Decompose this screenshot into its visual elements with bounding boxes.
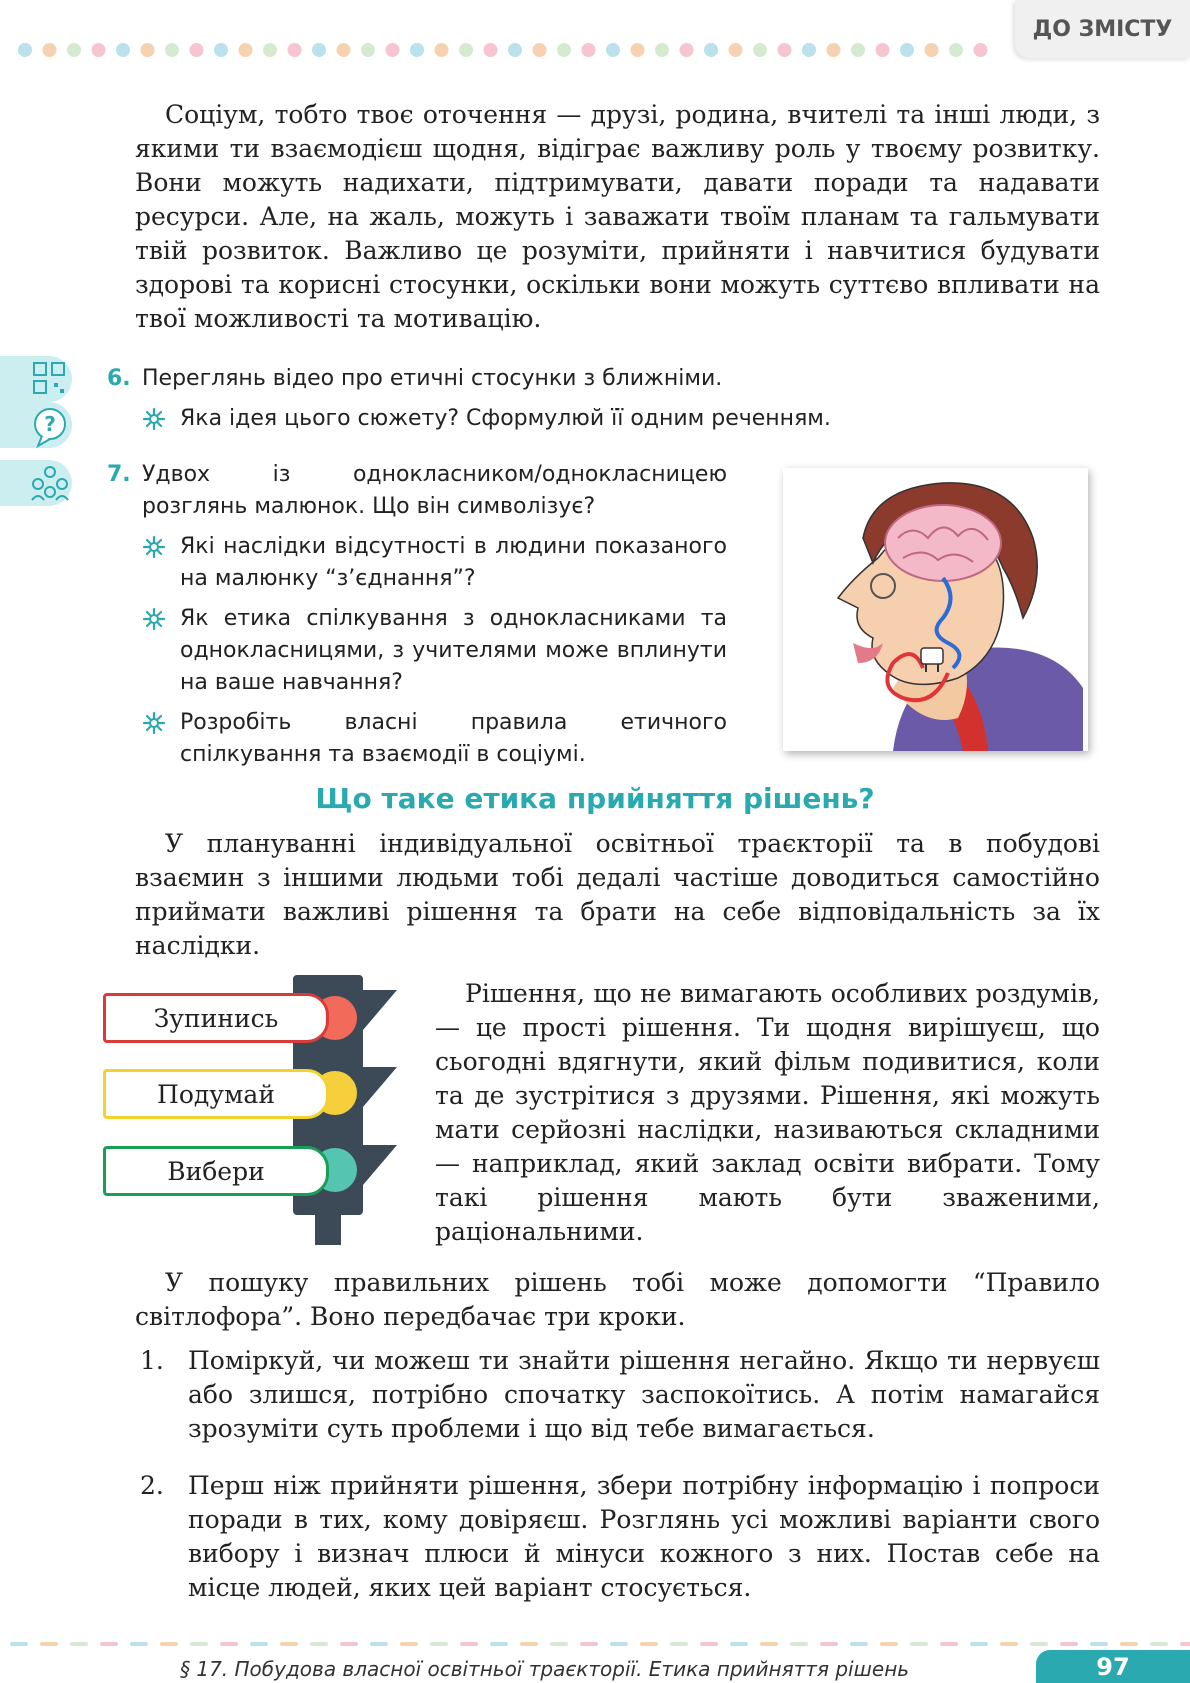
traffic-label-choose: Вибери bbox=[103, 1146, 329, 1196]
decorative-dot bbox=[165, 43, 179, 57]
decorative-dash bbox=[940, 1642, 958, 1646]
decorative-dash bbox=[580, 1642, 598, 1646]
decorative-dash bbox=[1060, 1642, 1078, 1646]
decorative-dot bbox=[974, 43, 988, 57]
decorative-dash bbox=[310, 1642, 328, 1646]
decorative-dash bbox=[190, 1642, 208, 1646]
decorative-dot bbox=[508, 43, 522, 57]
decorative-dot bbox=[949, 43, 963, 57]
task-7 bbox=[107, 459, 727, 771]
footer-chapter-title: § 17. Побудова власної освітньої траєкторії. Етика прийняття рішень bbox=[180, 1657, 910, 1681]
decorative-dot bbox=[337, 43, 351, 57]
decorative-dot bbox=[729, 43, 743, 57]
decorative-dot bbox=[214, 43, 228, 57]
bullet-text: Яка ідея цього сюжету? Сформулюй її одним реченням. bbox=[180, 406, 831, 431]
decorative-dot bbox=[655, 43, 669, 57]
decorative-dash bbox=[910, 1642, 928, 1646]
decorative-dash bbox=[160, 1642, 178, 1646]
sparkle-icon bbox=[142, 607, 166, 631]
decorative-dot bbox=[435, 43, 449, 57]
decorative-dash bbox=[790, 1642, 808, 1646]
bullet-text: Розробіть власні правила етичного спілкування та взаємодії в соціумі. bbox=[180, 710, 727, 767]
decorative-dash bbox=[430, 1642, 448, 1646]
decorative-dot bbox=[410, 43, 424, 57]
decorative-dash bbox=[100, 1642, 118, 1646]
decorative-dash bbox=[460, 1642, 478, 1646]
decorative-dash bbox=[880, 1642, 898, 1646]
sparkle-icon bbox=[142, 535, 166, 559]
decorative-dot bbox=[533, 43, 547, 57]
decorative-dash bbox=[760, 1642, 778, 1646]
decorative-dash bbox=[520, 1642, 538, 1646]
decorative-dash bbox=[670, 1642, 688, 1646]
question-icon bbox=[30, 406, 70, 448]
group-work-icon bbox=[30, 464, 70, 502]
task-6 bbox=[107, 363, 1042, 435]
decorative-dash bbox=[220, 1642, 238, 1646]
step-number: 1. bbox=[140, 1346, 164, 1375]
decorative-dot bbox=[18, 43, 32, 57]
decorative-dot bbox=[141, 43, 155, 57]
decorative-dash bbox=[730, 1642, 748, 1646]
step-1 bbox=[140, 1344, 1100, 1446]
decorative-dash bbox=[1150, 1642, 1168, 1646]
task-number: 7. bbox=[107, 462, 131, 487]
section-paragraph-2: Рішення, що не вимагають особливих роздумів, — це прості рішення. Ти щодня вирішуєш, що сьогодні вдягнути, який фільм подивитися, коли та де зустрітися з друзями. Рішення, які можуть мати серйозні наслідки, називаються складними — наприклад, який заклад освіти вибрати. Тому такі рішення мають бути зваженими, раціональними. bbox=[435, 979, 1100, 1246]
page-number-text: 97 bbox=[1096, 1652, 1130, 1681]
decorative-dot bbox=[361, 43, 375, 57]
traffic-label-stop: Зупинись bbox=[103, 993, 329, 1043]
section-paragraph-1: У плануванні індивідуальної освітньої траєкторії та в побудові взаємин з іншими людьми тобі дедалі частіше доводиться самостійно приймати важливі рішення та брати на себе відповідальність за їх наслідки. bbox=[135, 829, 1100, 960]
decorative-dash bbox=[10, 1642, 28, 1646]
decorative-dot bbox=[312, 43, 326, 57]
decorative-dot bbox=[704, 43, 718, 57]
step-text: Перш ніж прийняти рішення, збери потрібну інформацію і попроси поради в тих, кому довіряєш. Розглянь усі можливі варіанти свого вибору і визнач плюси й мінуси кожного з них. Постав себе на місце людей, яких цей варіант стосується. bbox=[188, 1471, 1100, 1602]
task-bullet bbox=[142, 603, 727, 699]
side-tab-qr[interactable] bbox=[0, 356, 72, 402]
section-heading: Що таке етика прийняття рішень? bbox=[315, 782, 875, 815]
intro-paragraph: Соціум, тобто твоє оточення — друзі, родина, вчителі та інші люди, з якими ти взаємодієш щодня, відіграє важливу роль у твоєму розвитку. Вони можуть надихати, підтримувати, давати поради та надавати ресурси. Але, на жаль, можуть і заважати твоїм планам та гальмувати твій розвиток. Важливо це розуміти, прийняти і навчитися будувати здорові та корисні стосунки, оскільки вони можуть суттєво впливати на твої можливості та мотивацію. bbox=[135, 100, 1100, 333]
decorative-dot bbox=[116, 43, 130, 57]
decorative-dot bbox=[606, 43, 620, 57]
brain-heart-illustration bbox=[783, 468, 1088, 751]
decorative-dot bbox=[288, 43, 302, 57]
task-number: 6. bbox=[107, 366, 131, 391]
decorative-dash bbox=[280, 1642, 298, 1646]
traffic-label-think: Подумай bbox=[103, 1069, 329, 1119]
svg-text:?: ? bbox=[44, 412, 56, 436]
decorative-dash bbox=[130, 1642, 148, 1646]
decorative-dash bbox=[400, 1642, 418, 1646]
decorative-dot bbox=[239, 43, 253, 57]
decorative-dash bbox=[820, 1642, 838, 1646]
decorative-dot bbox=[900, 43, 914, 57]
decorative-dot bbox=[802, 43, 816, 57]
task-text: Переглянь відео про етичні стосунки з ближніми. bbox=[142, 366, 723, 391]
step-text: Поміркуй, чи можеш ти знайти рішення негайно. Якщо ти нервуєш або злишся, потрібно спочатку заспокоїтись. А потім намагайся зрозуміти суть проблеми і що від тебе вимагається. bbox=[188, 1346, 1100, 1443]
decorative-dash bbox=[850, 1642, 868, 1646]
step-2 bbox=[140, 1469, 1100, 1605]
decorative-dot bbox=[263, 43, 277, 57]
decorative-dot bbox=[582, 43, 596, 57]
decorative-dash bbox=[340, 1642, 358, 1646]
table-of-contents-button[interactable] bbox=[1015, 0, 1190, 58]
decorative-dot bbox=[827, 43, 841, 57]
decorative-dash bbox=[1000, 1642, 1018, 1646]
side-tab-group-work[interactable] bbox=[0, 460, 72, 506]
decorative-dash bbox=[1120, 1642, 1138, 1646]
decorative-dot bbox=[386, 43, 400, 57]
page-number bbox=[1036, 1650, 1190, 1683]
sparkle-icon bbox=[142, 711, 166, 735]
decorative-dot bbox=[925, 43, 939, 57]
decorative-dot bbox=[190, 43, 204, 57]
decorative-dash bbox=[1090, 1642, 1108, 1646]
decorative-dot bbox=[459, 43, 473, 57]
bullet-text: Як етика спілкування з однокласниками та однокласницями, з учителями може вплинути на ваше навчання? bbox=[180, 606, 727, 695]
decorative-dash bbox=[640, 1642, 658, 1646]
decorative-dot bbox=[67, 43, 81, 57]
decorative-dash bbox=[610, 1642, 628, 1646]
task-bullet bbox=[142, 707, 727, 771]
task-bullet bbox=[142, 531, 727, 595]
decorative-dot bbox=[484, 43, 498, 57]
decorative-dot bbox=[43, 43, 57, 57]
decorative-dash bbox=[490, 1642, 508, 1646]
decorative-dash bbox=[550, 1642, 568, 1646]
task-bullet bbox=[142, 403, 1042, 435]
task-text: Удвох із однокласником/однокласницею розглянь малюнок. Що він символізує? bbox=[142, 462, 727, 519]
step-number: 2. bbox=[140, 1471, 164, 1500]
decorative-dash bbox=[1180, 1642, 1190, 1646]
decorative-dot bbox=[851, 43, 865, 57]
decorative-dash bbox=[40, 1642, 58, 1646]
decorative-dash bbox=[70, 1642, 88, 1646]
sparkle-icon bbox=[142, 407, 166, 431]
decorative-dash bbox=[970, 1642, 988, 1646]
decorative-dot bbox=[92, 43, 106, 57]
decorative-dot bbox=[778, 43, 792, 57]
decorative-dot bbox=[631, 43, 645, 57]
decorative-dash bbox=[370, 1642, 388, 1646]
decorative-dash bbox=[250, 1642, 268, 1646]
decorative-dot bbox=[876, 43, 890, 57]
decorative-dot bbox=[753, 43, 767, 57]
side-tab-question[interactable] bbox=[0, 402, 72, 448]
decorative-dashes-bottom bbox=[0, 1641, 1190, 1647]
decorative-dots-top bbox=[0, 40, 1190, 60]
decorative-dot bbox=[680, 43, 694, 57]
qr-code-icon bbox=[30, 360, 70, 398]
section-paragraph-3: У пошуку правильних рішень тобі може допомогти “Правило світлофора”. Воно передбачає три кроки. bbox=[135, 1268, 1100, 1331]
decorative-dash bbox=[1030, 1642, 1048, 1646]
decorative-dash bbox=[700, 1642, 718, 1646]
bullet-text: Які наслідки відсутності в людини показаного на малюнку “з’єднання”? bbox=[180, 534, 727, 591]
toc-label: ДО ЗМІСТУ bbox=[1032, 16, 1173, 42]
decorative-dot bbox=[557, 43, 571, 57]
cartoon-head-image bbox=[783, 468, 1088, 751]
